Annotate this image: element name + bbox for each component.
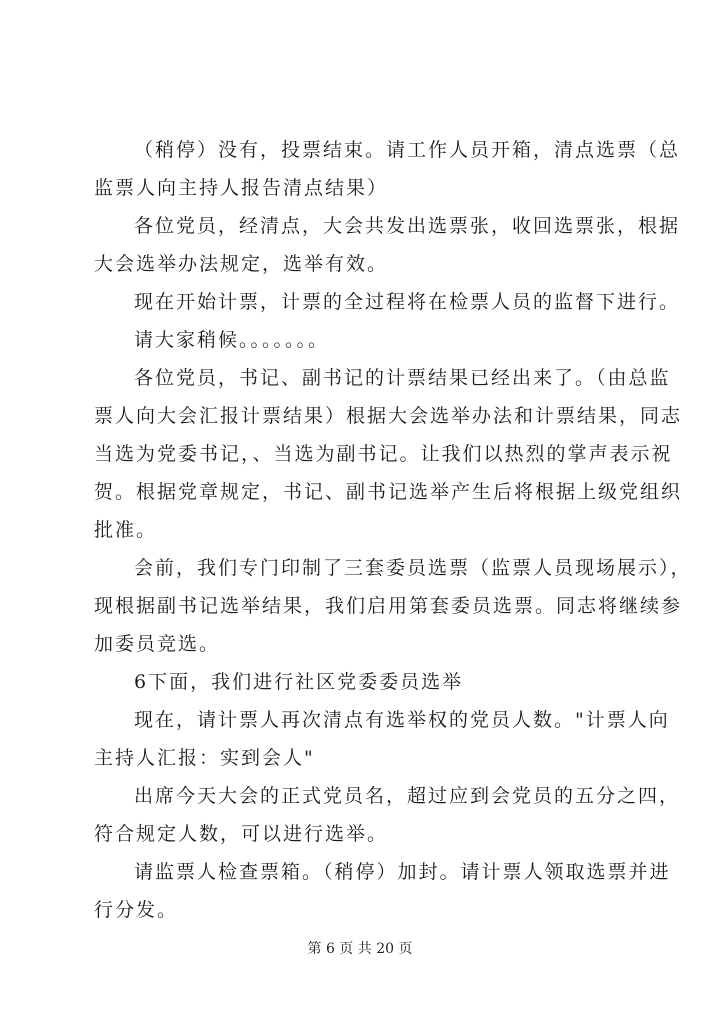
paragraph-line: 现在开始计票，计票的全过程将在检票人员的监督下进行。 — [134, 291, 681, 313]
paragraph-line: 会前，我们专门印制了三套委员选票（监票人员现场展示）， — [134, 557, 692, 579]
paragraph-line: 行分发。 — [94, 899, 179, 921]
paragraph-line: 当选为党委书记，、当选为副书记。让我们以热烈的掌声表示祝 — [94, 443, 673, 465]
paragraph-line: 现在，请计票人再次清点有选举权的党员人数。"计票人向 — [134, 709, 670, 731]
paragraph-line: 请大家稍候。。。。。。。 — [134, 329, 330, 351]
paragraph-line: 大会选举办法规定，选举有效。 — [94, 253, 389, 275]
paragraph-line: 批准。 — [94, 519, 158, 541]
paragraph-line: 6下面，我们进行社区党委委员选举 — [134, 671, 464, 693]
paragraph-line: 主持人汇报：实到会人" — [94, 747, 315, 769]
paragraph-line: 请监票人检查票箱。（稍停）加封。请计票人领取选票并进 — [134, 861, 671, 883]
paragraph-line: 各位党员，书记、副书记的计票结果已经出来了。（由总监 — [134, 367, 671, 389]
paragraph-line: 出席今天大会的正式党员名，超过应到会党员的五分之四， — [134, 785, 681, 807]
paragraph-line: （稍停）没有，投票结束。请工作人员开箱，清点选票（总 — [134, 139, 681, 161]
paragraph-line: 贺。根据党章规定，书记、副书记选举产生后将根据上级党组织 — [94, 481, 683, 503]
page-number-footer: 第 6 页 共 20 页 — [307, 941, 413, 957]
paragraph-line: 各位党员，经清点，大会共发出选票张，收回选票张，根据 — [134, 215, 681, 237]
paragraph-line: 符合规定人数，可以进行选举。 — [94, 823, 389, 845]
paragraph-line: 现根据副书记选举结果，我们启用第套委员选票。同志将继续参 — [94, 595, 683, 617]
paragraph-line: 监票人向主持人报告清点结果） — [94, 177, 389, 199]
paragraph-line: 加委员竞选。 — [94, 633, 221, 655]
paragraph-line: 票人向大会汇报计票结果）根据大会选举办法和计票结果，同志 — [94, 405, 683, 427]
